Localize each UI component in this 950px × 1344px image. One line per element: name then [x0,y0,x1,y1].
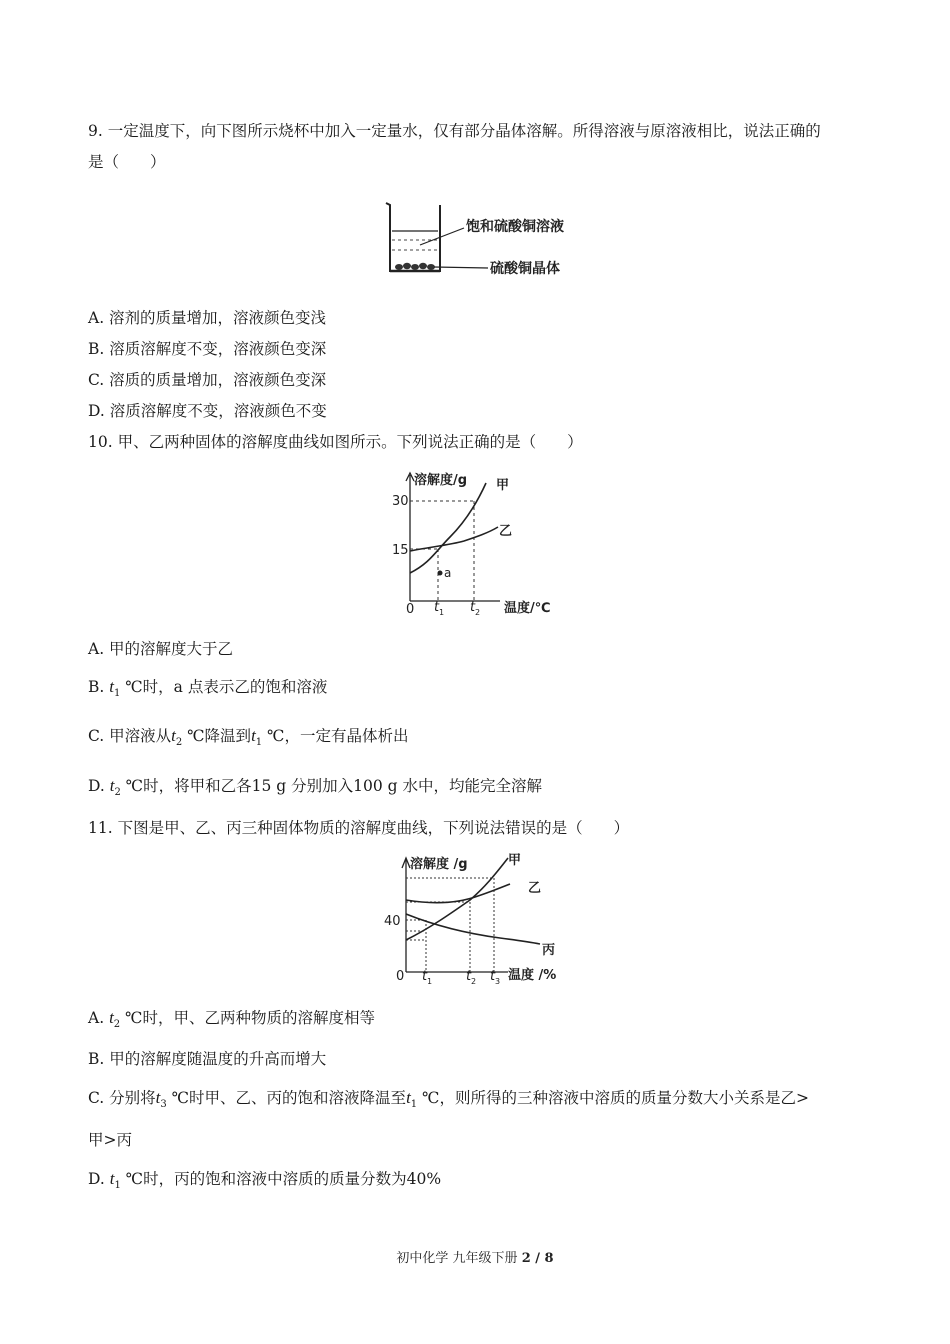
x-tick-t1: t [422,969,428,984]
footer-text: 初中化学 九年级下册 [396,1251,522,1266]
q11-option-c-line2: 甲>丙 [88,1131,132,1149]
q10-option-a: A. 甲的溶解度大于乙 [88,640,234,658]
q10-option-d: D. $t_2$ ℃时，将甲和乙各15 g 分别加入100 g 水中，均能完全溶解 [88,776,542,799]
y-tick-40: 40 [384,914,401,929]
q11-option-b: B. 甲的溶解度随温度的升高而增大 [88,1050,327,1068]
x-tick-t2: t [470,600,476,615]
q11-stem: 11. 下图是甲、乙、丙三种固体物质的溶解度曲线，下列说法错误的是（ ） [88,819,630,837]
x-tick-t2-sub: 2 [475,608,481,617]
series-jia-label: 甲 [508,853,522,868]
q9-stem-line2: 是（ ） [88,153,166,171]
q11-option-c: C. 分别将$t_3$ ℃时甲、乙、丙的饱和溶液降温至$t_1$ ℃，则所得的三种溶液中溶质的质量分数大小关系是乙> [88,1088,809,1111]
q10-option-c: C. 甲溶液从$t_2$ ℃降温到$t_1$ ℃，一定有晶体析出 [88,726,409,749]
q9-option-b: B. 溶质溶解度不变，溶液颜色变深 [88,340,327,358]
x-tick-t3: t [490,969,496,984]
beaker-icon [386,203,440,271]
series-yi-label: 乙 [528,881,542,896]
q11-solubility-chart [380,848,580,988]
q9-option-d: D. 溶质溶解度不变，溶液颜色不变 [88,402,327,420]
x-axis-label: 温度 /% [508,968,557,983]
q10-solubility-chart [380,465,590,620]
origin-label: 0 [406,602,415,617]
label-solution: 饱和硫酸铜溶液 [466,219,564,235]
x-axis-label: 温度/℃ [504,601,551,616]
series-jia-label: 甲 [496,478,510,493]
q10-stem: 10. 甲、乙两种固体的溶解度曲线如图所示。下列说法正确的是（ ） [88,433,583,451]
q10-option-b: B. $t_1$ ℃时，a 点表示乙的饱和溶液 [88,677,328,700]
page-number: 2 / 8 [521,1251,554,1266]
origin-label: 0 [396,969,405,984]
y-tick-30: 30 [392,494,409,509]
label-crystal: 硫酸铜晶体 [490,261,560,277]
curve-jia [410,483,486,573]
q9-option-c: C. 溶质的质量增加，溶液颜色变深 [88,371,327,389]
q11-option-d: D. $t_1$ ℃时，丙的饱和溶液中溶质的质量分数为40% [88,1169,442,1192]
point-a [438,571,443,576]
x-tick-t3-sub: 3 [495,977,501,986]
x-tick-t1: t [434,600,440,615]
q11-option-a: A. $t_2$ ℃时，甲、乙两种物质的溶解度相等 [88,1008,375,1031]
label-pointer-crystal [434,267,488,268]
x-tick-t1-sub: 1 [427,977,433,986]
q9-stem-line1: 9. 一定温度下，向下图所示烧杯中加入一定量水，仅有部分晶体溶解。所得溶液与原溶液相比，说法正确的 [88,122,821,140]
curve-yi [410,527,498,551]
q9-option-a: A. 溶剂的质量增加，溶液颜色变浅 [88,309,327,327]
point-a-label: a [444,566,452,580]
q9-beaker-figure [380,195,580,285]
series-yi-label: 乙 [499,524,513,539]
crystal-deposit [395,263,435,270]
y-axis-label: 溶解度 /g [410,857,468,872]
x-tick-t2: t [466,969,472,984]
series-bing-label: 丙 [542,943,556,958]
y-tick-15: 15 [392,543,409,558]
page-footer [0,1247,950,1266]
x-tick-t1-sub: 1 [439,608,445,617]
y-axis-label: 溶解度/g [414,473,468,488]
x-tick-t2-sub: 2 [471,977,477,986]
